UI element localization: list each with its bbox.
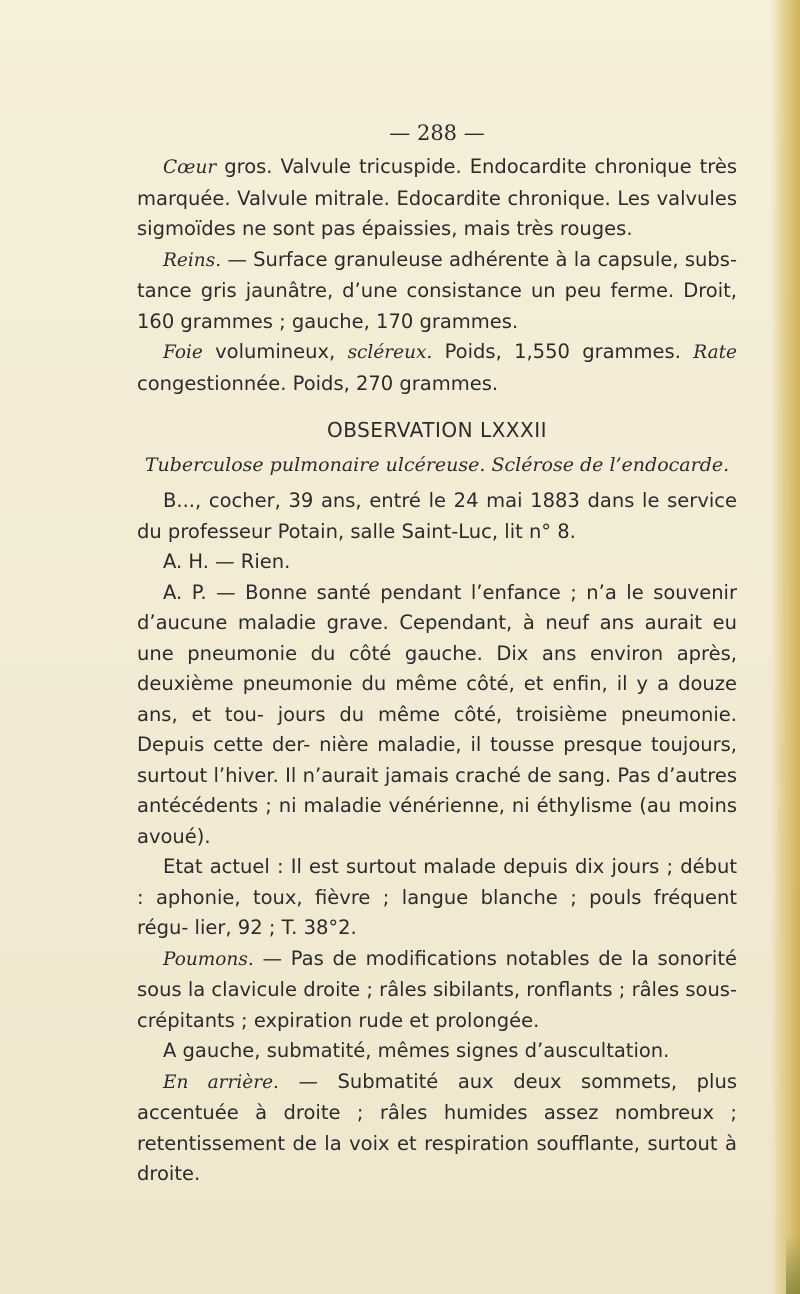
paragraph-foie — [137, 337, 737, 399]
observation-heading: OBSERVATION LXXXII — [327, 418, 547, 442]
term-poumons: Poumons. — [163, 948, 254, 970]
observation-subtitle: Tuberculose pulmonaire ulcéreuse. Sclérose de l’endocarde. — [144, 453, 730, 476]
paragraph-text: — Pas de modifications notables de la sonorité sous la clavicule droite ; râles sibilants, ronflants ; râles sous- crépitants ; expiration rude et prolongée. — [137, 946, 737, 1032]
paragraph-ap: A. P. — Bonne santé pendant l’enfance ; n’a le souvenir d’aucune maladie grave. Cependant, à neuf ans aurait eu une pneumonie du côté gauche. Dix ans environ après, deuxième pneumonie du même côté, et enfin, il y a douze ans, et tou- jours du même côté, troisième pneumonie. Depuis cette der- nière maladie, il tousse presque toujours, surtout l’hiver. Il n’aurait jamais craché de sang. Pas d’autres antécédents ; ni maladie vénérienne, ni éthylisme (au moins avoué). — [137, 580, 737, 848]
paragraph-text: gros. Valvule tricuspide. Endocardite chronique très marquée. Valvule mitrale. Edocardite chronique. Les valvules sigmoïdes ne sont pas épaissies, mais très rouges. — [137, 155, 737, 240]
term-coeur: Cœur — [163, 157, 217, 178]
term-sclereux: scléreux. — [347, 342, 433, 363]
term-en-arriere: En arrière. — [163, 1071, 279, 1093]
paragraph-gauche — [137, 1036, 737, 1067]
paragraph-text: A gauche, submatité, mêmes signes d’auscultation. — [163, 1039, 670, 1062]
paragraph-patient: B..., cocher, 39 ans, entré le 24 mai 1883 dans le service du professeur Potain, salle Saint-Luc, lit n° 8. — [137, 489, 737, 543]
term-foie: Foie — [163, 342, 203, 363]
paragraph-coeur — [137, 152, 737, 245]
paragraph-reins — [137, 245, 737, 338]
paragraph-text: Poids, 1,550 grammes. — [432, 340, 694, 363]
paragraph-en-arriere — [137, 1067, 737, 1190]
page-number: — 288 — — [389, 121, 485, 145]
paragraph-ah: A. H. — Rien. — [163, 550, 291, 573]
paragraph-text: congestionnée. Poids, 270 grammes. — [137, 371, 499, 395]
paragraph-text: volumineux, — [202, 340, 348, 363]
page-edge-shadow — [774, 0, 800, 1294]
paragraph-etat-actuel: Etat actuel : Il est surtout malade depuis dix jours ; début : aphonie, toux, fièvre ; langue blanche ; pouls fréquent régu- lier, 92 ; T. 38°2. — [137, 855, 737, 939]
paragraph-text: — Submatité aux deux sommets, plus accentuée à droite ; râles humides assez nombreux ; retentissement de la voix et respiration soufflante, surtout à droite. — [137, 1069, 737, 1185]
term-reins: Reins. — [163, 249, 222, 271]
paragraph-text: — Surface granuleuse adhérente à la capsule, subs- tance gris jaunâtre, d’une consistance un peu ferme. Droit, 160 grammes ; gauche, 170 grammes. — [137, 247, 737, 333]
page-text-block — [137, 118, 737, 1190]
term-rate: Rate — [693, 342, 737, 363]
paragraph-poumons — [137, 944, 737, 1037]
page-corner-stain — [786, 1234, 800, 1294]
